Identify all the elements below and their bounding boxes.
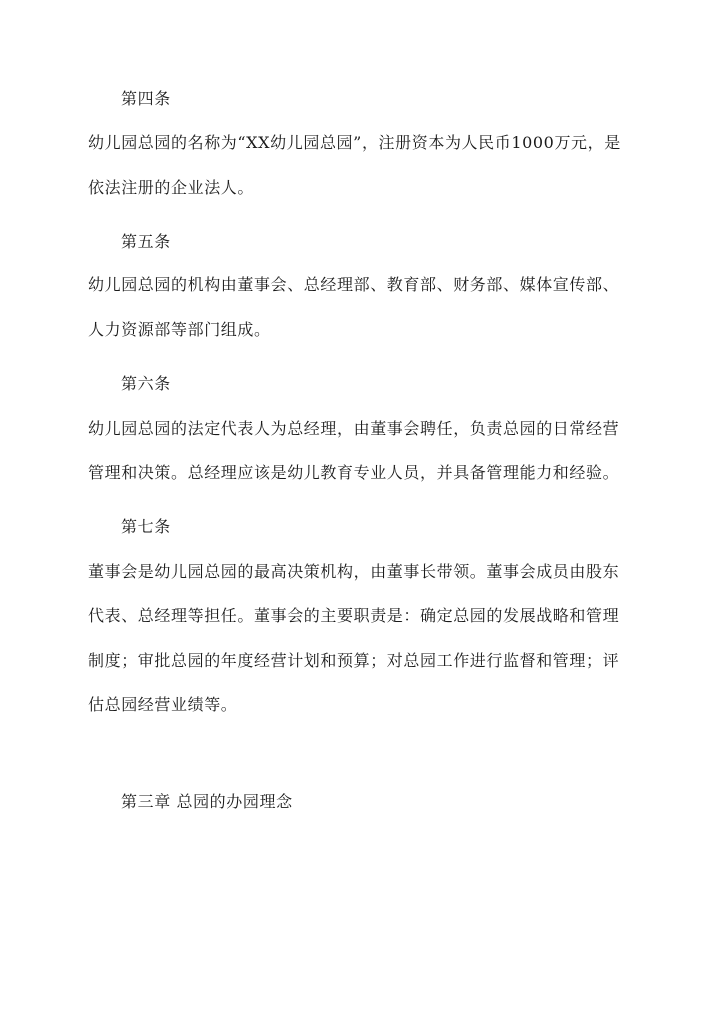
article-4-line-2: 依法注册的企业法人。 <box>88 178 255 197</box>
article-6-heading: 第六条 <box>121 374 171 393</box>
article-7-line-4: 估总园经营业绩等。 <box>88 695 238 714</box>
article-5-heading: 第五条 <box>121 232 171 251</box>
article-7-line-2: 代表、总经理等担任。董事会的主要职责是：确定总园的发展战略和管理 <box>88 606 620 625</box>
article-6-line-2: 管理和决策。总经理应该是幼儿教育专业人员，并具备管理能力和经验。 <box>88 463 620 482</box>
article-7-line-1: 董事会是幼儿园总园的最高决策机构，由董事长带领。董事会成员由股东 <box>88 562 620 581</box>
chapter-3-heading: 第三章 总园的办园理念 <box>121 792 293 811</box>
article-4-heading: 第四条 <box>121 89 171 108</box>
article-6-line-1: 幼儿园总园的法定代表人为总经理，由董事会聘任，负责总园的日常经营 <box>88 419 620 438</box>
article-4-line-1: 幼儿园总园的名称为“XX幼儿园总园”，注册资本为人民币1000万元，是 <box>88 133 621 152</box>
article-7-heading: 第七条 <box>121 517 171 536</box>
article-7-line-3: 制度；审批总园的年度经营计划和预算；对总园工作进行监督和管理；评 <box>88 651 620 670</box>
article-5-line-1: 幼儿园总园的机构由董事会、总经理部、教育部、财务部、媒体宣传部、 <box>88 275 620 294</box>
article-5-line-2: 人力资源部等部门组成。 <box>88 320 271 339</box>
